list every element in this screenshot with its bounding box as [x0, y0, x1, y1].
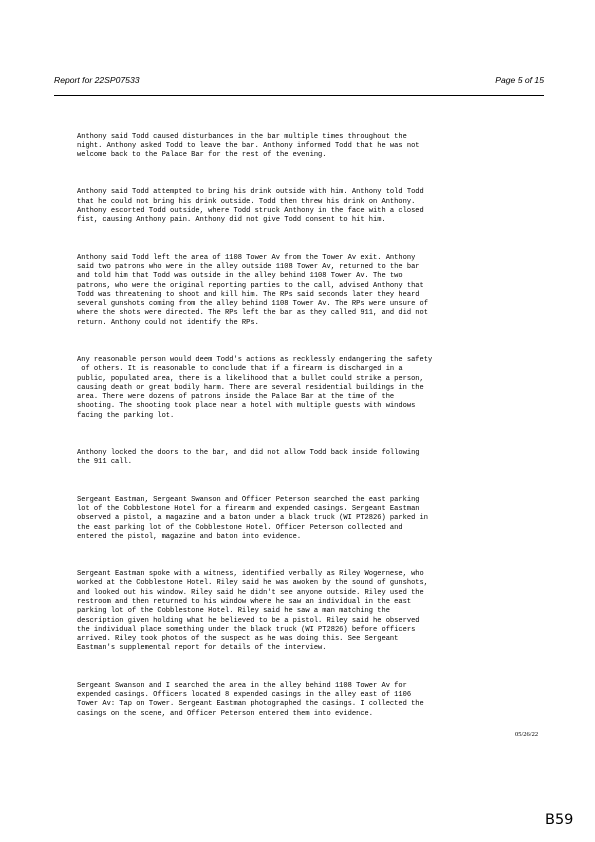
page-number: Page 5 of 15 — [495, 75, 544, 85]
paragraph-drink: Anthony said Todd attempted to bring his drink outside with him. Anthony told Todd that he could not bring his drink outside. Todd then threw his drink on Anthony. Anthony escorted Todd outside, where Todd struck Anthony in the face with a closed fist, causing Anthony pain. Anthony did not give Todd consent to hit him. — [77, 188, 424, 225]
paragraph-casings: Sergeant Swanson and I searched the area in the alley behind 1108 Tower Av for expended casings. Officers located 8 expended casings in the alley east of 1106 Tower Av: Tap on Tower. Sergeant Eastman photographed the casings. I collected the casings on the scene, and Officer Peterson entered them into evidence. — [77, 681, 424, 718]
paragraph-endangerment: Any reasonable person would deem Todd's actions as recklessly endangering the safety of others. It is reasonable to conclude that if a firearm is discharged in a public, populated area, there is a likelihood that a bullet could strike a person, causing death or great bodily harm. There are several residential buildings in the area. There were dozens of patrons inside the Palace Bar at the time of the shooting. The shooting took place near a hotel with multiple guests with windows facing the parking lot. — [77, 356, 433, 420]
paragraph-locked-doors: Anthony locked the doors to the bar, and did not allow Todd back inside following the 911 call. — [77, 449, 420, 467]
paragraph-search: Sergeant Eastman, Sergeant Swanson and Officer Peterson searched the east parking lot of the Cobblestone Hotel for a firearm and expended casings. Sergeant Eastman observed a pistol, a magazine and a baton under a black truck (WI PT2826) parked in the east parking lot of the Cobblestone Hotel. Officer Peterson collected and entered the pistol, magazine and baton into evidence. — [77, 495, 428, 541]
date-stamp: 05/26/22 — [515, 731, 539, 738]
paragraph-alley: Anthony said Todd left the area of 1108 Tower Av from the Tower Av exit. Anthony said two patrons who were in the alley outside 1108 Tower Av, returned to the bar and told him that Todd was outside in the alley behind 1108 Tower Av. The two patrons, who were the original reporting parties to the call, advised Anthony that Todd was threatening to shoot and kill him. The RPs said seconds later they heard several gunshots coming from the alley behind 1108 Tower Av. The RPs were unsure of where the shots were directed. The RPs left the bar as they called 911, and did not return. Anthony could not identify the RPs. — [77, 253, 428, 327]
page-header — [54, 73, 544, 96]
report-number: Report for 22SP07533 — [54, 75, 140, 85]
paragraph-disturbances: Anthony said Todd caused disturbances in the bar multiple times throughout the night. Anthony asked Todd to leave the bar. Anthony informed Todd that he was not welcome back to the Palace Bar for the rest of the evening. — [77, 132, 420, 160]
paragraph-witness: Sergeant Eastman spoke with a witness, identified verbally as Riley Wogernese, who worked at the Cobblestone Hotel. Riley said he was awoken by the sound of gunshots, and looked out his window. Riley said he didn't see anyone outside. Riley used the restroom and then returned to his window where he saw an individual in the east parking lot of the Cobblestone Hotel. Riley said he saw a man matching the description given holding what he believed to be a pistol. Riley said he observed the individual place something under the black truck (WI PT2826) before officers arrived. Riley took photos of the suspect as he was doing this. See Sergeant Eastman's supplemental report for details of the interview. — [77, 570, 428, 653]
report-body — [77, 114, 527, 747]
bates-number: B59 — [545, 812, 574, 828]
